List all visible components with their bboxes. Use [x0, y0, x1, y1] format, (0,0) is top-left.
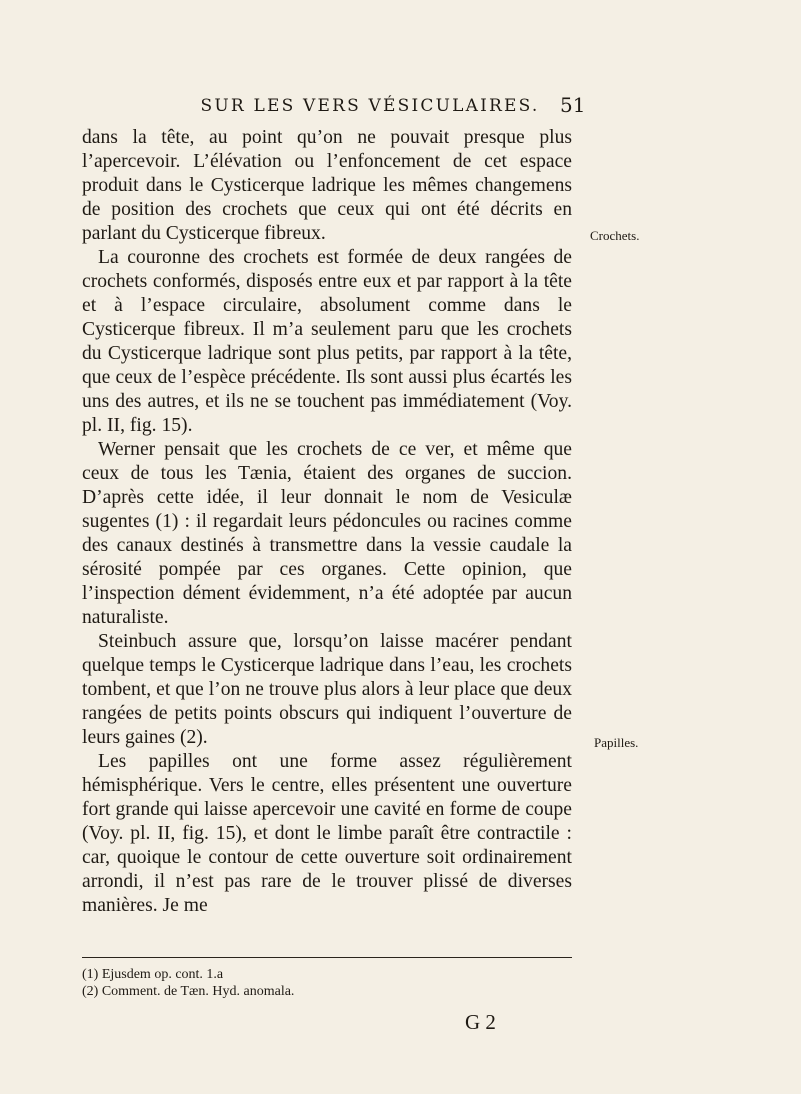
paragraph-5: Les papilles ont une forme assez régulièrement hémisphérique. Vers le centre, elles présentent une ouverture fort grande qui laisse apercevoir une cavité en forme de coupe (Voy. pl. II, fig. 15), et dont le limbe paraît être contractile : car, quoique le contour de cette ouverture soit ordinairement arrondi, il n’est pas rare de le trouver plissé de diverses manières. Je me [82, 751, 572, 916]
margin-note-crochets: Crochets. [590, 228, 640, 243]
paragraph-4: Steinbuch assure que, lorsqu’on laisse macérer pendant quelque temps le Cysticerque ladrique dans l’eau, les crochets tombent, et que l’on ne trouve plus alors à leur place que deux rangées de petits points obscurs qui indiquent l’ouverture de leurs gaines (2). [82, 631, 572, 748]
main-text [82, 126, 572, 918]
paragraph-2: La couronne des crochets est formée de deux rangées de crochets conformés, disposés entre eux et par rapport à la tête et à l’espace circulaire, absolument comme dans le Cysticerque fibreux. Il m’a seulement paru que les crochets du Cysticerque ladrique sont plus petits, par rapport à la tête, que ceux de l’espèce précédente. Ils sont aussi plus écartés les uns des autres, et ils ne se touchent pas immédiatement (Voy. pl. II, fig. 15). [82, 247, 572, 436]
signature-mark: G 2 [465, 1010, 496, 1034]
footnote-2: (2) Comment. de Tæn. Hyd. anomala. [82, 984, 295, 999]
margin-note-papilles: Papilles. [594, 735, 639, 750]
paragraph-1: dans la tête, au point qu’on ne pouvait presque plus l’apercevoir. L’élévation ou l’enfoncement de cet espace produit dans le Cysticerque ladrique les mêmes changemens de position des crochets que ceux qui ont été décrits en parlant du Cysticerque fibreux. [82, 127, 572, 244]
page-number: 51 [560, 93, 586, 117]
footnotes [82, 966, 572, 1000]
running-title: SUR LES VERS VÉSICULAIRES. [200, 96, 540, 116]
footnote-1: (1) Ejusdem op. cont. 1.a [82, 967, 224, 982]
paragraph-3: Werner pensait que les crochets de ce ver, et même que ceux de tous les Tænia, étaient des organes de succion. D’après cette idée, il leur donnait le nom de Vesiculæ sugentes (1) : il regardait leurs pédoncules ou racines comme des canaux destinés à transmettre dans la vessie caudale la sérosité pompée par ces organes. Cette opinion, que l’inspection dément évidemment, n’a été adoptée par aucun naturaliste. [82, 439, 572, 628]
footnote-rule [82, 957, 572, 958]
